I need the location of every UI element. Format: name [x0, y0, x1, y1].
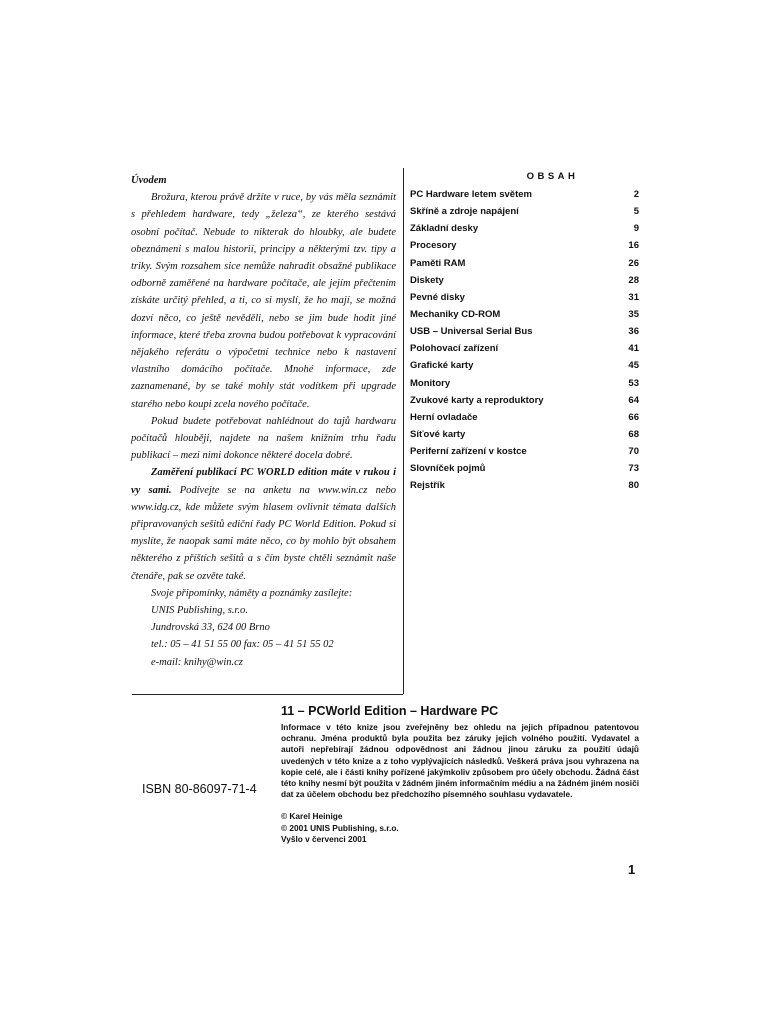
- toc-item-label: PC Hardware letem světem: [410, 189, 532, 200]
- credit-line: © 2001 UNIS Publishing, s.r.o.: [281, 822, 399, 833]
- toc-item: [410, 477, 639, 494]
- toc-item-page: 28: [628, 274, 639, 286]
- toc-item-label: USB – Universal Serial Bus: [410, 326, 533, 338]
- toc-item: [410, 460, 639, 477]
- toc-list: [410, 186, 639, 495]
- toc-item-label: Polohovací zařízení: [410, 343, 499, 355]
- toc-item-label: Rejstřík: [410, 480, 445, 492]
- toc-item-label: Monitory: [410, 377, 451, 389]
- intro-heading: Úvodem: [131, 175, 167, 186]
- intro-paragraph-3: [131, 464, 396, 584]
- toc-item-page: 31: [628, 291, 639, 303]
- toc-item-page: 64: [628, 394, 639, 406]
- toc-item-label: Mechaniky CD-ROM: [410, 308, 501, 320]
- toc-item-label: Základní desky: [410, 223, 479, 235]
- toc-item-page: 70: [628, 446, 639, 458]
- intro-paragraph-3-rest: Podívejte se na anketu na www.win.cz nebo www.idg.cz, kde můžete svým hlasem ovlivnit témata dalších připravovaných sešitů ediční řady PC World Edition. Pokud si myslíte, že naopak sami máte něco, co by mohlo být obsahem některého z příštích sešitů a s čím byste chtěli seznámit naše čtenáře, pak se ozvěte také.: [131, 484, 396, 582]
- toc-title: OBSAH: [526, 171, 579, 182]
- toc-item-page: 68: [628, 428, 639, 440]
- toc-item-label: Skříně a zdroje napájení: [410, 206, 519, 218]
- intro-column: [131, 172, 396, 671]
- toc-item: [410, 186, 639, 203]
- toc-item-label: Slovníček pojmů: [410, 463, 486, 475]
- toc-item-page: 41: [628, 343, 639, 355]
- toc-item-label: Periferní zařízení v kostce: [410, 446, 527, 458]
- toc-item: [410, 340, 639, 357]
- toc-item-page: 45: [628, 360, 639, 372]
- toc-item-label: Paměti RAM: [410, 257, 466, 269]
- toc-item: [410, 392, 639, 409]
- contact-line: e-mail: knihy@win.cz: [151, 656, 243, 668]
- credits: [281, 811, 639, 845]
- toc-item: [410, 237, 639, 254]
- toc-item: [410, 357, 639, 374]
- toc-item: [410, 375, 639, 392]
- credit-line: © Karel Heinige: [281, 811, 343, 822]
- toc-item-label: Grafické karty: [410, 360, 474, 372]
- toc-item-page: 9: [633, 223, 639, 235]
- contact-line: tel.: 05 – 41 51 55 00 fax: 05 – 41 51 55 02: [151, 639, 334, 651]
- toc-item: [410, 220, 639, 237]
- toc-item: [410, 443, 639, 460]
- contact-line: UNIS Publishing, s.r.o.: [151, 605, 248, 617]
- toc-item: [410, 289, 639, 306]
- toc-item: [410, 426, 639, 443]
- intro-paragraph-3-bold: Zaměření publikací PC WORLD edition máte v rukou i vy sami.: [131, 467, 396, 496]
- toc-item-label: Zvukové karty a reproduktory: [410, 394, 544, 406]
- bottom-divider: [132, 694, 403, 695]
- page-number: 1: [628, 862, 636, 877]
- intro-paragraph-1: Brožura, kterou právě držíte v ruce, by vás měla seznámit s přehledem hardware, tedy „železa“, ze kterého sestává osobní počítač. Nebude to nikterak do hloubky, ale budete obeznámeni s malou historií, principy a některými tzv. tipy a triky. Svým rozsahem sice nemůže nahradit obsažné publikace odborně zaměřené na hardware počítače, ale jejím přečtením získáte určitý přehled, a ti, co si myslí, že ho mají, se možná dozví něco, co ještě nevěděli, nebo se jim bude hodit jiné informace, které třeba zrovna budou potřebovat k vypracování nějakého referátu o výpočetní technice nebo k nastavení vlastního domácího počítače. Mnohé informace, zde zaznamenané, by se také mohly stát vodítkem při upgrade starého nebo koupi zcela nového počítače.: [131, 192, 396, 410]
- toc-item-label: Procesory: [410, 240, 457, 252]
- toc-item-page: 36: [628, 326, 639, 338]
- edition-title: 11 – PCWorld Edition – Hardware PC: [281, 704, 499, 718]
- toc-item-page: 2: [633, 189, 639, 200]
- contact-block: [131, 585, 396, 671]
- toc-item-page: 5: [633, 206, 639, 218]
- credit-line: Vyšlo v červenci 2001: [281, 833, 367, 844]
- contact-line: Jundrovská 33, 624 00 Brno: [151, 622, 270, 634]
- toc-item-page: 73: [628, 463, 639, 475]
- toc-item-label: Herní ovladače: [410, 411, 478, 423]
- toc-item-page: 66: [628, 411, 639, 423]
- toc-item-label: Síťové karty: [410, 428, 466, 440]
- intro-paragraph-2: Pokud budete potřebovat nahlédnout do tajů hardwaru počítačů hlouběji, najdete na našem knižním trhu řadu publikací – mezi nimi dokonce některé docela dobré.: [131, 415, 396, 462]
- legal-notice: Informace v této knize jsou zveřejněny bez ohledu na jejich případnou patentovou ochranu. Jména produktů byla použita bez záruky jejich volného použití. Vydavatel a autoři nepřebírají žádnou odpovědnost ani žádnou jinou záruku za použití údajů uvedených v této knize a z toho vyplývajících následků. Veškerá práva jsou vyhrazena na kopie celé, ale i části knihy pořízené jakýmkoliv způsobem pro účely obchodu. Žádná část této knihy nesmí být použita v žádném jiném informačním médiu a na žádném jiném nosiči dat za účelem obchodu bez předchozího písemného souhlasu vydavatele.: [281, 722, 639, 800]
- publication-info: [281, 704, 639, 845]
- toc-item-label: Pevné disky: [410, 291, 465, 303]
- toc-item: [410, 272, 639, 289]
- toc-item: [410, 203, 639, 220]
- isbn: ISBN 80-86097-71-4: [142, 782, 257, 796]
- toc-item: [410, 323, 639, 340]
- toc-item: [410, 306, 639, 323]
- column-divider: [403, 168, 404, 694]
- toc-item-page: 80: [628, 480, 639, 492]
- table-of-contents: [410, 168, 639, 495]
- toc-item-page: 16: [628, 240, 639, 252]
- toc-item: [410, 409, 639, 426]
- toc-item: [410, 255, 639, 272]
- toc-item-page: 35: [628, 308, 639, 320]
- contact-line: Svoje připomínky, náměty a poznámky zasílejte:: [151, 587, 353, 599]
- toc-item-page: 26: [628, 257, 639, 269]
- toc-item-page: 53: [628, 377, 639, 389]
- toc-item-label: Diskety: [410, 274, 444, 286]
